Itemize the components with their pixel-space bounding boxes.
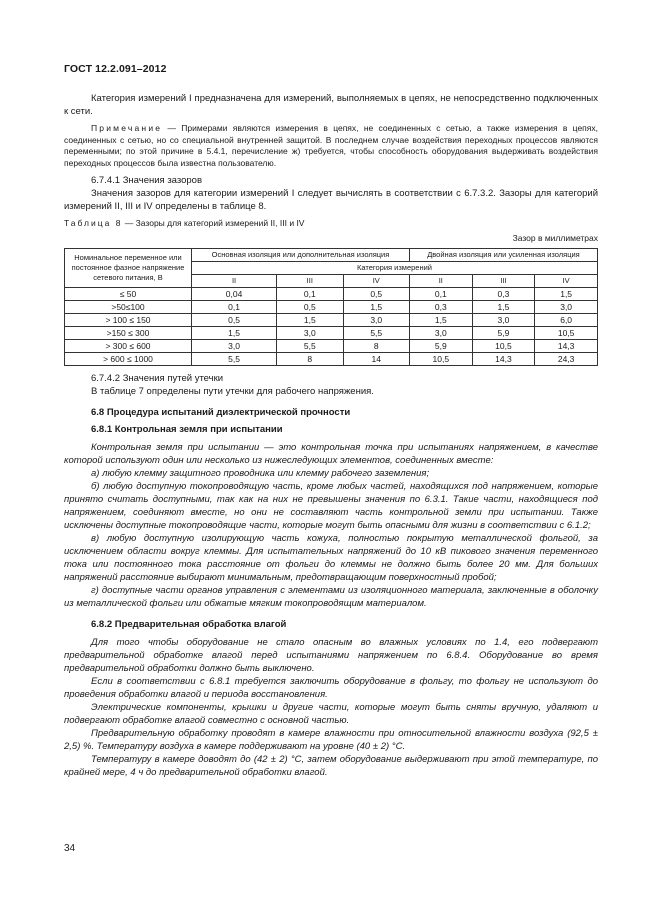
paragraph-humidity-1: Для того чтобы оборудование не стало опасным во влажных условиях по 1.4, его подвергают предварительной обработке влагой перед испытаниями напряжением по 6.8.4. Оборудование во время предварительной обработки должно быть выключено. (64, 637, 598, 674)
table-row (65, 327, 598, 340)
value-cell: 14,3 (472, 353, 535, 366)
paragraph-humidity-5: Температуру в камере доводят до (42 ± 2) °С, затем оборудование выдерживают при этой температуре, по крайней мере, 4 ч до предварительной обработки влагой. (64, 754, 598, 778)
value-cell: 5,9 (409, 340, 472, 353)
voltage-cell: >50≤100 (65, 301, 192, 314)
clearance-table (64, 248, 598, 366)
value-cell: 14 (343, 353, 409, 366)
section-6-8-title: 6.8 Процедура испытаний диэлектрической прочности (91, 407, 351, 418)
value-cell: 0,04 (192, 288, 277, 301)
section-6-7-4-1-title: 6.7.4.1 Значения зазоров (91, 175, 202, 186)
section-6-8-2-title: 6.8.2 Предварительная обработка влагой (91, 619, 287, 630)
value-cell: 14,3 (535, 340, 598, 353)
section-6-8-1-body (64, 441, 598, 610)
voltage-cell: >150 ≤ 300 (65, 327, 192, 340)
category-cell: III (277, 275, 343, 288)
row-header-cell: Номинальное переменное или постоянное фазное напряжение сетевого питания, В (65, 249, 192, 288)
value-cell: 1,5 (535, 288, 598, 301)
value-cell: 3,0 (343, 314, 409, 327)
section-6-8-2-body (64, 636, 598, 779)
value-cell: 3,0 (192, 340, 277, 353)
category-cell: IV (343, 275, 409, 288)
paragraph-humidity-2: Если в соответствии с 6.8.1 требуется заключить оборудование в фольгу, то фольгу не используют до проведения обработки влагой и периода восстановления. (64, 676, 598, 700)
section-6-7-4-2-text: В таблице 7 определены пути утечки для рабочего напряжения. (91, 386, 374, 397)
value-cell: 0,1 (192, 301, 277, 314)
table-caption (64, 217, 598, 230)
document-header: ГОСТ 12.2.091–2012 (64, 63, 167, 75)
table-row (65, 314, 598, 327)
value-cell: 5,5 (343, 327, 409, 340)
page-number: 34 (64, 843, 76, 854)
section-6-7-4-1-text: Значения зазоров для категории измерений I следует вычислять в соответствии с 6.7.3.2. Зазоры для категорий измерений II, III и IV определены в таблице 8. (64, 188, 598, 212)
list-item-g: г) доступные части органов управления с элементами из изоляционного материала, заключенные в оболочку из металлической фольги или обжатые мягким токопроводящим материалом. (64, 585, 598, 609)
page-content (64, 92, 598, 779)
list-item-v: в) любую доступную изолирующую часть кожуха, полностью покрытую металлической фольгой, за исключением области вокруг клеммы. Для испытательных напряжений до 10 кВ пикового значения переменного тока или постоянного тока расстояние от фольги до клеммы не должно быть более 20 мм. Для больших напряжений расстояние выбирают минимальным, предотвращающим поверхностный пробой; (64, 533, 598, 583)
category-cell: IV (535, 275, 598, 288)
voltage-cell: ≤ 50 (65, 288, 192, 301)
table-caption-label: Таблица 8 (64, 218, 123, 228)
value-cell: 0,1 (277, 288, 343, 301)
list-item-a: а) любую клемму защитного проводника или клемму рабочего заземления; (91, 468, 430, 479)
value-cell: 8 (277, 353, 343, 366)
section-6-7-4-2-title: 6.7.4.2 Значения путей утечки (91, 373, 224, 384)
note-paragraph (64, 123, 598, 169)
category-cell: II (409, 275, 472, 288)
group-header-double: Двойная изоляция или усиленная изоляция (409, 249, 597, 262)
value-cell: 3,0 (472, 314, 535, 327)
value-cell: 0,5 (277, 301, 343, 314)
value-cell: 0,5 (192, 314, 277, 327)
value-cell: 1,5 (192, 327, 277, 340)
value-cell: 5,9 (472, 327, 535, 340)
list-item-b: б) любую доступную токопроводящую часть, кроме любых частей, находящихся под напряжением, которые принято считать доступными, так как на них не превышены значения по 6.3.1. Такие части, находящиеся под напряжением, соединяют вместе, но они не составляют часть контрольной земли при испытании. Также исключены доступные токопроводящие части, которые могут быть опасными для жизни в соответствии с 6.1.2; (64, 481, 598, 531)
value-cell: 1,5 (343, 301, 409, 314)
table-row (65, 353, 598, 366)
paragraph-category-i: Категория измерений I предназначена для измерений, выполняемых в цепях, не непосредственно подключенных к сети. (64, 93, 598, 117)
value-cell: 5,5 (277, 340, 343, 353)
value-cell: 10,5 (472, 340, 535, 353)
value-cell: 0,5 (343, 288, 409, 301)
value-cell: 1,5 (409, 314, 472, 327)
value-cell: 5,5 (192, 353, 277, 366)
note-text: — Примерами являются измерения в цепях, не соединенных с сетью, а также измерения в цепях, соединенных с сетью, но со специальной внутренней защитой. В последнем случае воздействия переходных процессов являются переменными; по этой причине в 5.4.1, перечисление ж) требуется, чтобы способность оборудования выдерживать воздействия переходных процессов была известна пользователю. (64, 123, 598, 168)
voltage-cell: > 300 ≤ 600 (65, 340, 192, 353)
voltage-cell: > 100 ≤ 150 (65, 314, 192, 327)
section-6-8-1-title: 6.8.1 Контрольная земля при испытании (91, 424, 283, 435)
table-row (65, 288, 598, 301)
value-cell: 3,0 (535, 301, 598, 314)
note-label: Примечание (91, 123, 163, 133)
table-units: Зазор в миллиметрах (512, 233, 598, 243)
value-cell: 10,5 (535, 327, 598, 340)
value-cell: 24,3 (535, 353, 598, 366)
table-row (65, 340, 598, 353)
value-cell: 1,5 (277, 314, 343, 327)
voltage-cell: > 600 ≤ 1000 (65, 353, 192, 366)
value-cell: 0,3 (409, 301, 472, 314)
value-cell: 8 (343, 340, 409, 353)
table-caption-text: — Зазоры для категорий измерений II, III и IV (122, 218, 305, 228)
category-cell: III (472, 275, 535, 288)
value-cell: 10,5 (409, 353, 472, 366)
group-header-basic: Основная изоляция или дополнительная изоляция (192, 249, 410, 262)
table-row (65, 301, 598, 314)
value-cell: 0,3 (472, 288, 535, 301)
category-cell: II (192, 275, 277, 288)
value-cell: 3,0 (409, 327, 472, 340)
paragraph-humidity-4: Предварительную обработку проводят в камере влажности при относительной влажности воздуха (92,5 ± 2,5) %. Температуру воздуха в камере поддерживают на уровне (40 ± 2) °С. (64, 728, 598, 752)
value-cell: 6,0 (535, 314, 598, 327)
value-cell: 1,5 (472, 301, 535, 314)
category-header: Категория измерений (192, 262, 598, 275)
paragraph-test-earth: Контрольная земля при испытании — это контрольная точка при испытаниях напряжением, в качестве которой используют один или несколько из нижеследующих элементов, соединенных вместе: (64, 442, 598, 466)
value-cell: 3,0 (277, 327, 343, 340)
value-cell: 0,1 (409, 288, 472, 301)
paragraph-humidity-3: Электрические компоненты, крышки и другие части, которые могут быть сняты вручную, удаляют и подвергают обработке влагой совместно с основной частью. (64, 702, 598, 726)
